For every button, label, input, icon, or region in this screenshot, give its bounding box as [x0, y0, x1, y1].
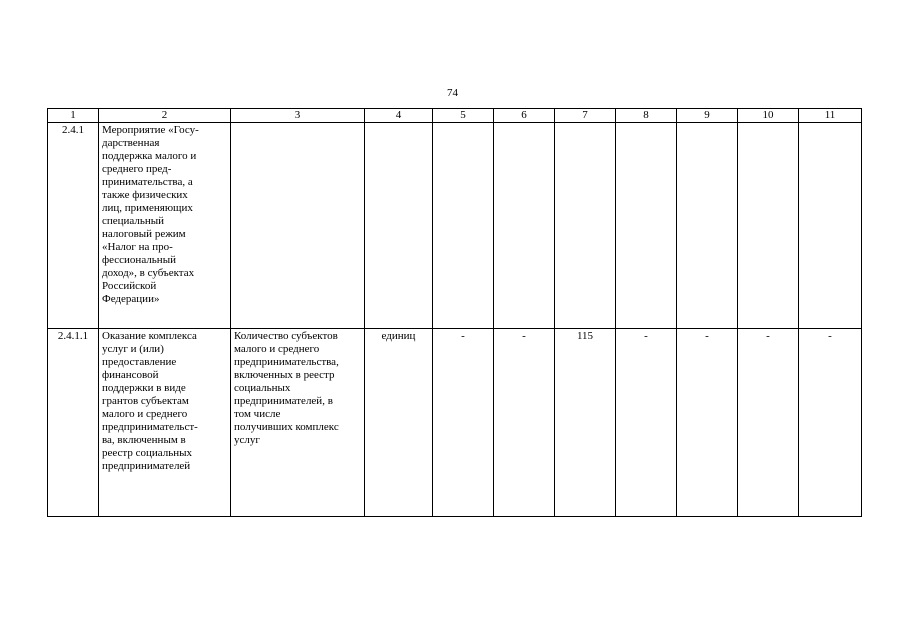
value-cell-10 — [738, 123, 799, 329]
value-cell-6: - — [494, 329, 555, 517]
indicator-text: Количество субъектов малого и среднего предпринимательства, включенных в реестр социальных предпринимателей, в том числе получивших комплекс услуг — [234, 330, 339, 446]
value-cell-6 — [494, 123, 555, 329]
row-code-cell: 2.4.1 — [48, 123, 99, 329]
header-col-10: 10 — [738, 109, 799, 123]
value-cell-10: - — [738, 329, 799, 517]
header-col-2: 2 — [99, 109, 231, 123]
header-col-8: 8 — [616, 109, 677, 123]
header-col-7: 7 — [555, 109, 616, 123]
value-cell-8: - — [616, 329, 677, 517]
header-col-6: 6 — [494, 109, 555, 123]
value-cell-9: - — [677, 329, 738, 517]
event-name-cell — [99, 123, 231, 329]
event-name-text: Мероприятие «Госу- дарственная поддержка малого и среднего пред- принимательства, а также физических лиц, применяющих специальный налоговый режим «Налог на про- фессиональный доход», в субъектах Российской Федерации» — [102, 124, 199, 305]
table-row — [48, 123, 862, 329]
table-row — [48, 329, 862, 517]
event-name-text: Оказание комплекса услуг и (или) предоставление финансовой поддержки в виде грантов субъектам малого и среднего предпринимательст- ва, включенным в реестр социальных предпринимателей — [102, 330, 198, 472]
page-number: 74 — [447, 87, 458, 99]
value-cell-7: 115 — [555, 329, 616, 517]
value-cell-8 — [616, 123, 677, 329]
value-cell-5: - — [433, 329, 494, 517]
unit-cell — [365, 123, 433, 329]
header-col-1: 1 — [48, 109, 99, 123]
header-col-11: 11 — [799, 109, 862, 123]
value-cell-11 — [799, 123, 862, 329]
value-cell-11: - — [799, 329, 862, 517]
data-table — [47, 108, 862, 517]
header-col-4: 4 — [365, 109, 433, 123]
value-cell-7 — [555, 123, 616, 329]
row-code-cell: 2.4.1.1 — [48, 329, 99, 517]
header-col-5: 5 — [433, 109, 494, 123]
indicator-cell — [231, 123, 365, 329]
indicator-cell — [231, 329, 365, 517]
header-col-9: 9 — [677, 109, 738, 123]
header-row — [48, 109, 862, 123]
value-cell-9 — [677, 123, 738, 329]
value-cell-5 — [433, 123, 494, 329]
unit-cell: единиц — [365, 329, 433, 517]
event-name-cell — [99, 329, 231, 517]
header-col-3: 3 — [231, 109, 365, 123]
